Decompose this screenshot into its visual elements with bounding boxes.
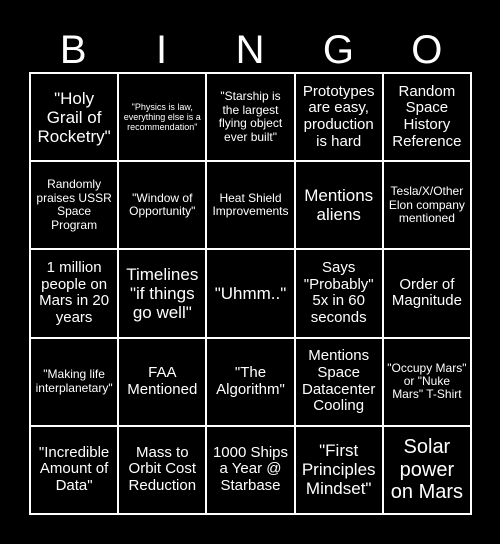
bingo-cell-r2-c5[interactable]: Tesla/X/Other Elon company mentioned	[383, 161, 471, 249]
bingo-cell-r5-c4[interactable]: "First Principles Mindset"	[295, 426, 383, 514]
bingo-cell-r3-c1[interactable]: 1 million people on Mars in 20 years	[30, 249, 118, 337]
bingo-cell-r4-c1[interactable]: "Making life interplanetary"	[30, 338, 118, 426]
header-letter-o: O	[411, 28, 443, 72]
bingo-cell-r3-c5[interactable]: Order of Magnitude	[383, 249, 471, 337]
bingo-cell-r3-c4[interactable]: Says "Probably" 5x in 60 seconds	[295, 249, 383, 337]
bingo-cell-r1-c3[interactable]: "Starship is the largest flying object ever built"	[206, 73, 294, 161]
bingo-cell-r4-c5[interactable]: "Occupy Mars" or "Nuke Mars" T-Shirt	[383, 338, 471, 426]
header-letter-n: N	[235, 28, 265, 72]
bingo-cell-r5-c3[interactable]: 1000 Ships a Year @ Starbase	[206, 426, 294, 514]
bingo-cell-r1-c5[interactable]: Random Space History Reference	[383, 73, 471, 161]
bingo-cell-r3-c3[interactable]: "Uhmm.."	[206, 249, 294, 337]
bingo-cell-r2-c4[interactable]: Mentions aliens	[295, 161, 383, 249]
header-letter-b: B	[59, 28, 87, 72]
bingo-board	[29, 72, 472, 515]
bingo-header	[29, 24, 471, 76]
bingo-cell-r1-c1[interactable]: "Holy Grail of Rocketry"	[30, 73, 118, 161]
bingo-cell-r3-c2[interactable]: Timelines "if things go well"	[118, 249, 206, 337]
header-letter-g: G	[322, 28, 354, 72]
bingo-cell-r2-c2[interactable]: "Window of Opportunity"	[118, 161, 206, 249]
bingo-cell-r1-c4[interactable]: Prototypes are easy, production is hard	[295, 73, 383, 161]
bingo-cell-r2-c1[interactable]: Randomly praises USSR Space Program	[30, 161, 118, 249]
bingo-cell-r4-c3[interactable]: "The Algorithm"	[206, 338, 294, 426]
header-letter-i: I	[156, 28, 168, 72]
bingo-cell-r2-c3[interactable]: Heat Shield Improvements	[206, 161, 294, 249]
bingo-cell-r5-c5[interactable]: Solar power on Mars	[383, 426, 471, 514]
bingo-cell-r5-c1[interactable]: "Incredible Amount of Data"	[30, 426, 118, 514]
bingo-cell-r4-c2[interactable]: FAA Mentioned	[118, 338, 206, 426]
bingo-cell-r4-c4[interactable]: Mentions Space Datacenter Cooling	[295, 338, 383, 426]
bingo-cell-r5-c2[interactable]: Mass to Orbit Cost Reduction	[118, 426, 206, 514]
bingo-cell-r1-c2[interactable]: "Physics is law, everything else is a recommendation"	[118, 73, 206, 161]
